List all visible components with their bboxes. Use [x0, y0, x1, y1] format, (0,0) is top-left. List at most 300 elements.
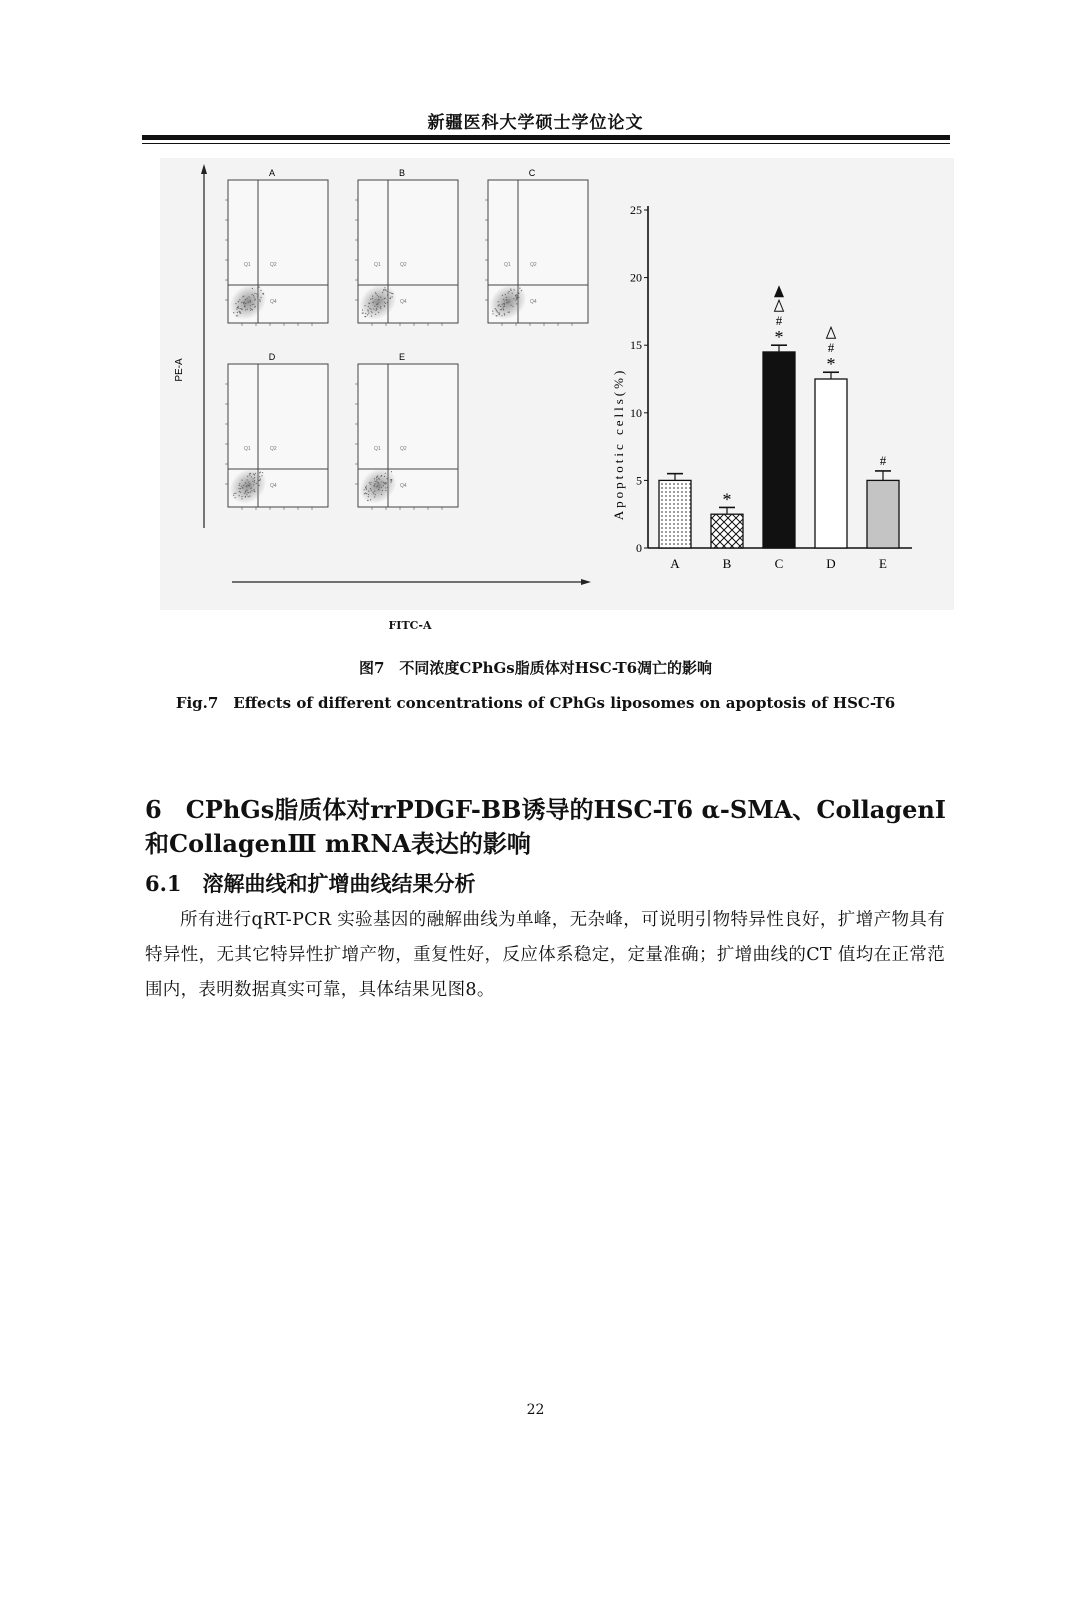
- flow-event-dot: [375, 314, 376, 315]
- flow-event-dot: [373, 302, 374, 303]
- flow-event-dot: [245, 492, 246, 493]
- flow-event-dot: [384, 287, 385, 288]
- flow-event-dot: [368, 310, 369, 311]
- flow-event-dot: [371, 312, 372, 313]
- flow-quadrant-label: Q4: [530, 299, 537, 305]
- flow-event-dot: [252, 304, 253, 305]
- flow-event-dot: [385, 290, 386, 291]
- section-heading: 6 CPhGs脂质体对rrPDGF-BB诱导的HSC-T6 α-SMA、CollagenI和CollagenⅢ mRNA表达的影响: [145, 795, 947, 858]
- flow-event-dot: [502, 307, 503, 308]
- flow-event-dot: [258, 294, 259, 295]
- flow-event-dot: [378, 296, 379, 297]
- flow-event-dot: [381, 481, 382, 482]
- flow-event-dot: [380, 297, 381, 298]
- flow-event-dot: [386, 478, 387, 479]
- flow-quadrant-label: Q1: [244, 262, 251, 268]
- running-header: 新疆医科大学硕士学位论文: [427, 113, 644, 133]
- flow-event-dot: [495, 308, 496, 309]
- flow-event-dot: [366, 486, 367, 487]
- chart-y-axis-label: Apoptotic cells(%): [611, 367, 626, 521]
- flow-event-dot: [243, 485, 244, 486]
- flow-event-dot: [364, 489, 365, 490]
- flow-event-dot: [263, 293, 264, 294]
- flow-event-dot: [375, 481, 376, 482]
- chart-bar: [815, 379, 847, 548]
- flow-panel: [352, 168, 458, 327]
- flow-event-dot: [250, 310, 251, 311]
- flow-event-dot: [254, 300, 255, 301]
- flow-event-dot: [241, 486, 242, 487]
- flow-event-dot: [386, 482, 387, 483]
- chart-significance-marker: *: [722, 489, 732, 510]
- flow-event-dot: [373, 493, 374, 494]
- flow-event-dot: [501, 309, 502, 310]
- flow-event-dot: [251, 490, 252, 491]
- flow-quadrant-label: Q2: [270, 446, 277, 452]
- flow-event-dot: [504, 304, 505, 305]
- flow-event-dot: [383, 482, 384, 483]
- flow-event-dot: [252, 294, 253, 295]
- flow-event-dot: [385, 483, 386, 484]
- flow-event-dot: [376, 309, 377, 310]
- flow-quadrant-label: Q4: [270, 483, 277, 489]
- flow-event-dot: [244, 302, 245, 303]
- flow-event-dot: [390, 298, 391, 299]
- flow-event-dot: [385, 490, 386, 491]
- flow-event-dot: [255, 306, 256, 307]
- flow-panel-label: D: [268, 352, 276, 362]
- flow-panel-label: C: [528, 168, 536, 178]
- flow-event-dot: [238, 308, 239, 309]
- flow-event-dot: [249, 496, 250, 497]
- flow-y-label: PE-A: [174, 358, 185, 382]
- flow-event-dot: [378, 299, 379, 300]
- flow-event-dot: [244, 305, 245, 306]
- flow-panels: [222, 168, 588, 511]
- flow-event-dot: [252, 481, 253, 482]
- flow-event-dot: [504, 303, 505, 304]
- flow-event-dot: [243, 303, 244, 304]
- flow-quadrant-label: Q2: [400, 446, 407, 452]
- flow-quadrant-label: Q1: [504, 262, 511, 268]
- flow-event-dot: [514, 289, 515, 290]
- flow-event-dot: [496, 310, 497, 311]
- flow-event-dot: [371, 316, 372, 317]
- flow-event-dot: [254, 482, 255, 483]
- flow-event-dot: [392, 293, 393, 294]
- flow-event-dot: [247, 298, 248, 299]
- flow-event-dot: [376, 480, 377, 481]
- flow-event-dot: [369, 303, 370, 304]
- flow-event-dot: [376, 479, 377, 480]
- flow-event-dot: [370, 499, 371, 500]
- flow-event-dot: [499, 304, 500, 305]
- flow-event-dot: [237, 307, 238, 308]
- flow-event-dot: [505, 294, 506, 295]
- flow-event-dot: [374, 483, 375, 484]
- flow-event-dot: [365, 313, 366, 314]
- flow-event-dot: [249, 296, 250, 297]
- flow-event-dot: [380, 307, 381, 308]
- flow-event-dot: [385, 482, 386, 483]
- flow-event-dot: [381, 487, 382, 488]
- flow-event-dot: [385, 303, 386, 304]
- flow-event-dot: [383, 290, 384, 291]
- flow-event-dot: [240, 488, 241, 489]
- flow-event-dot: [252, 309, 253, 310]
- flow-event-dot: [500, 309, 501, 310]
- flow-event-dot: [257, 287, 258, 288]
- flow-panel-label: A: [268, 168, 276, 178]
- flow-event-dot: [391, 471, 392, 472]
- flow-event-dot: [365, 493, 366, 494]
- flow-event-dot: [373, 492, 374, 493]
- flow-event-dot: [246, 494, 247, 495]
- flow-panel-label: B: [398, 168, 406, 178]
- flow-event-dot: [251, 476, 252, 477]
- flow-event-dot: [380, 476, 381, 477]
- flow-event-dot: [364, 305, 365, 306]
- flow-event-dot: [374, 306, 375, 307]
- flow-event-dot: [369, 308, 370, 309]
- flow-event-dot: [387, 291, 388, 292]
- chart-significance-marker: #: [879, 452, 887, 468]
- flow-event-dot: [506, 299, 507, 300]
- flow-event-dot: [515, 296, 516, 297]
- chart-x-tick-label: C: [774, 556, 784, 571]
- flow-x-label: FITC-A: [388, 619, 432, 632]
- chart-y-tick-label: 20: [630, 270, 642, 285]
- flow-event-dot: [392, 296, 393, 297]
- flow-event-dot: [250, 492, 251, 493]
- flow-quadrant-label: Q2: [400, 262, 407, 268]
- flow-event-dot: [241, 309, 242, 310]
- flow-quadrant-label: Q4: [400, 299, 407, 305]
- flow-event-dot: [384, 302, 385, 303]
- header-rule-thin: [142, 143, 950, 144]
- chart-significance-marker: *: [774, 327, 784, 348]
- flow-event-dot: [368, 496, 369, 497]
- flow-event-dot: [250, 301, 251, 302]
- body-paragraph: 所有进行qRT-PCR 实验基因的融解曲线为单峰，无杂峰，可说明引物特异性良好，扩增产物具有特异性，无其它特异性扩增产物，重复性好，反应体系稳定，定量准确；扩增曲线的CT 值均在正常范围内，表明数据真实可靠，具体结果见图8。: [145, 910, 945, 1000]
- flow-quadrant-label: Q1: [374, 446, 381, 452]
- flow-event-dot: [377, 295, 378, 296]
- flow-event-dot: [502, 304, 503, 305]
- flow-event-dot: [384, 476, 385, 477]
- chart-y-tick-label: 0: [636, 541, 642, 555]
- flow-event-dot: [501, 315, 502, 316]
- flow-event-dot: [367, 500, 368, 501]
- flow-event-dot: [496, 315, 497, 316]
- flow-event-dot: [259, 476, 260, 477]
- flow-event-dot: [239, 485, 240, 486]
- chart-bar: [763, 352, 795, 548]
- flow-event-dot: [242, 487, 243, 488]
- chart-significance-marker: #: [775, 313, 783, 329]
- flow-event-dot: [370, 488, 371, 489]
- flow-event-dot: [245, 491, 246, 492]
- flow-event-dot: [248, 481, 249, 482]
- flow-event-dot: [259, 480, 260, 481]
- flow-event-dot: [377, 486, 378, 487]
- flow-event-dot: [369, 482, 370, 483]
- flow-event-dot: [384, 305, 385, 306]
- flow-event-dot: [496, 309, 497, 310]
- flow-event-dot: [372, 298, 373, 299]
- flow-event-dot: [492, 313, 493, 314]
- flow-event-dot: [391, 293, 392, 294]
- flow-event-dot: [498, 301, 499, 302]
- flow-event-dot: [240, 492, 241, 493]
- flow-event-dot: [241, 302, 242, 303]
- flow-event-dot: [380, 308, 381, 309]
- flow-event-dot: [253, 490, 254, 491]
- flow-event-dot: [383, 485, 384, 486]
- flow-event-dot: [241, 498, 242, 499]
- flow-event-dot: [509, 312, 510, 313]
- flow-event-dot: [385, 473, 386, 474]
- flow-panel: [352, 352, 458, 511]
- flow-event-dot: [250, 473, 251, 474]
- flow-event-dot: [387, 486, 388, 487]
- flow-event-dot: [509, 291, 510, 292]
- flow-event-dot: [377, 306, 378, 307]
- header-rule-thick: [142, 135, 950, 140]
- flow-event-dot: [378, 484, 379, 485]
- flow-event-dot: [238, 488, 239, 489]
- flow-event-dot: [503, 306, 504, 307]
- flow-event-dot: [250, 488, 251, 489]
- flow-event-dot: [518, 297, 519, 298]
- apoptosis-bar-chart: [611, 203, 912, 571]
- flow-event-dot: [389, 292, 390, 293]
- flow-event-dot: [382, 299, 383, 300]
- flow-event-dot: [515, 295, 516, 296]
- flow-event-dot: [512, 293, 513, 294]
- flow-event-dot: [374, 478, 375, 479]
- flow-event-dot: [239, 299, 240, 300]
- flow-event-dot: [255, 473, 256, 474]
- flow-panel-label: E: [398, 352, 406, 362]
- flow-quadrant-label: Q1: [244, 446, 251, 452]
- flow-event-dot: [255, 299, 256, 300]
- flow-event-dot: [512, 306, 513, 307]
- flow-event-dot: [248, 301, 249, 302]
- flow-event-dot: [506, 297, 507, 298]
- flow-event-dot: [387, 290, 388, 291]
- page-number: 22: [526, 1402, 545, 1418]
- flow-event-dot: [259, 299, 260, 300]
- flow-event-dot: [504, 314, 505, 315]
- flow-event-dot: [256, 293, 257, 294]
- flow-event-dot: [379, 487, 380, 488]
- flow-event-dot: [239, 483, 240, 484]
- flow-event-dot: [260, 301, 261, 302]
- flow-event-dot: [370, 309, 371, 310]
- flow-event-dot: [510, 289, 511, 290]
- flow-event-dot: [254, 480, 255, 481]
- flow-event-dot: [235, 303, 236, 304]
- flow-event-dot: [235, 497, 236, 498]
- chart-x-tick-label: D: [826, 556, 836, 571]
- flow-event-dot: [383, 289, 384, 290]
- flow-event-dot: [254, 477, 255, 478]
- flow-event-dot: [516, 303, 517, 304]
- flow-event-dot: [503, 309, 504, 310]
- flow-event-dot: [511, 305, 512, 306]
- flow-event-dot: [376, 304, 377, 305]
- flow-event-dot: [373, 309, 374, 310]
- flow-event-dot: [378, 489, 379, 490]
- flow-event-dot: [513, 298, 514, 299]
- flow-event-dot: [247, 490, 248, 491]
- figure-caption-zh: 图7 不同浓度CPhGs脂质体对HSC-T6凋亡的影响: [358, 659, 713, 677]
- flow-event-dot: [492, 311, 493, 312]
- flow-event-dot: [235, 493, 236, 494]
- flow-event-dot: [237, 315, 238, 316]
- flow-event-dot: [385, 487, 386, 488]
- flow-event-dot: [257, 296, 258, 297]
- flow-event-dot: [245, 299, 246, 300]
- flow-event-dot: [387, 294, 388, 295]
- flow-event-dot: [253, 478, 254, 479]
- flow-quadrant-label: Q4: [270, 299, 277, 305]
- flow-event-dot: [374, 496, 375, 497]
- flow-event-dot: [245, 309, 246, 310]
- flow-event-dot: [498, 305, 499, 306]
- flow-event-dot: [253, 295, 254, 296]
- flow-event-dot: [244, 493, 245, 494]
- flow-event-dot: [241, 480, 242, 481]
- flow-event-dot: [254, 297, 255, 298]
- chart-bar: [867, 480, 899, 548]
- flow-event-dot: [508, 292, 509, 293]
- flow-event-dot: [384, 483, 385, 484]
- chart-x-tick-label: B: [722, 556, 732, 571]
- chart-y-tick-label: 15: [630, 338, 642, 353]
- flow-event-dot: [508, 312, 509, 313]
- flow-event-dot: [370, 299, 371, 300]
- flow-event-dot: [378, 312, 379, 313]
- flow-event-dot: [497, 311, 498, 312]
- flow-event-dot: [364, 493, 365, 494]
- chart-significance-marker: [775, 300, 784, 311]
- flow-event-dot: [254, 489, 255, 490]
- flow-event-dot: [237, 312, 238, 313]
- flow-event-dot: [236, 309, 237, 310]
- chart-significance-marker: [827, 327, 836, 338]
- flow-event-dot: [391, 480, 392, 481]
- flow-event-dot: [253, 304, 254, 305]
- flow-event-dot: [510, 290, 511, 291]
- flow-event-dot: [250, 308, 251, 309]
- flow-event-dot: [243, 302, 244, 303]
- flow-event-dot: [500, 306, 501, 307]
- flow-panel: [222, 352, 328, 511]
- figure-7: [160, 158, 954, 610]
- flow-event-dot: [376, 293, 377, 294]
- flow-event-dot: [366, 493, 367, 494]
- flow-event-dot: [246, 485, 247, 486]
- flow-panel: [482, 168, 588, 327]
- flow-event-dot: [364, 316, 365, 317]
- flow-quadrant-label: Q1: [374, 262, 381, 268]
- flow-event-dot: [373, 485, 374, 486]
- flow-event-dot: [248, 496, 249, 497]
- flow-event-dot: [503, 299, 504, 300]
- flow-event-dot: [250, 300, 251, 301]
- flow-event-dot: [261, 475, 262, 476]
- flow-event-dot: [241, 496, 242, 497]
- flow-event-dot: [376, 477, 377, 478]
- flow-event-dot: [515, 300, 516, 301]
- flow-event-dot: [253, 484, 254, 485]
- flow-event-dot: [245, 306, 246, 307]
- flow-event-dot: [262, 472, 263, 473]
- flow-event-dot: [508, 301, 509, 302]
- flow-event-dot: [516, 294, 517, 295]
- figure-caption-en: Fig.7 Effects of different concentrations of CPhGs liposomes on apoptosis of HSC-T6: [175, 694, 896, 712]
- flow-event-dot: [370, 484, 371, 485]
- flow-event-dot: [374, 491, 375, 492]
- flow-event-dot: [390, 482, 391, 483]
- flow-event-dot: [367, 314, 368, 315]
- flow-event-dot: [236, 315, 237, 316]
- chart-bar: [711, 514, 743, 548]
- flow-event-dot: [391, 479, 392, 480]
- flow-event-dot: [234, 493, 235, 494]
- flow-quadrant-label: Q2: [270, 262, 277, 268]
- flow-event-dot: [368, 306, 369, 307]
- flow-quadrant-label: Q4: [400, 483, 407, 489]
- chart-y-tick-label: 5: [636, 473, 642, 488]
- flow-event-dot: [245, 482, 246, 483]
- flow-event-dot: [248, 485, 249, 486]
- flow-event-dot: [242, 296, 243, 297]
- flow-event-dot: [518, 293, 519, 294]
- flow-event-dot: [375, 292, 376, 293]
- flow-event-dot: [499, 314, 500, 315]
- flow-event-dot: [370, 482, 371, 483]
- flow-event-dot: [250, 305, 251, 306]
- flow-event-dot: [504, 313, 505, 314]
- flow-event-dot: [250, 483, 251, 484]
- chart-x-tick-label: A: [670, 556, 680, 571]
- chart-significance-marker: *: [826, 354, 836, 375]
- flow-event-dot: [362, 313, 363, 314]
- flow-event-dot: [362, 309, 363, 310]
- flow-event-dot: [233, 312, 234, 313]
- flow-event-dot: [387, 302, 388, 303]
- flow-event-dot: [247, 492, 248, 493]
- subsection-heading: 6.1 溶解曲线和扩增曲线结果分析: [145, 871, 476, 896]
- flow-event-dot: [260, 472, 261, 473]
- flow-event-dot: [247, 309, 248, 310]
- flow-event-dot: [368, 494, 369, 495]
- flow-event-dot: [261, 297, 262, 298]
- flow-event-dot: [256, 483, 257, 484]
- flow-quadrant-label: Q2: [530, 262, 537, 268]
- flow-event-dot: [378, 478, 379, 479]
- flow-event-dot: [385, 298, 386, 299]
- flow-event-dot: [517, 292, 518, 293]
- flow-event-dot: [516, 298, 517, 299]
- flow-event-dot: [245, 496, 246, 497]
- flow-event-dot: [502, 295, 503, 296]
- flow-event-dot: [247, 476, 248, 477]
- flow-event-dot: [372, 296, 373, 297]
- chart-significance-marker: [774, 285, 784, 297]
